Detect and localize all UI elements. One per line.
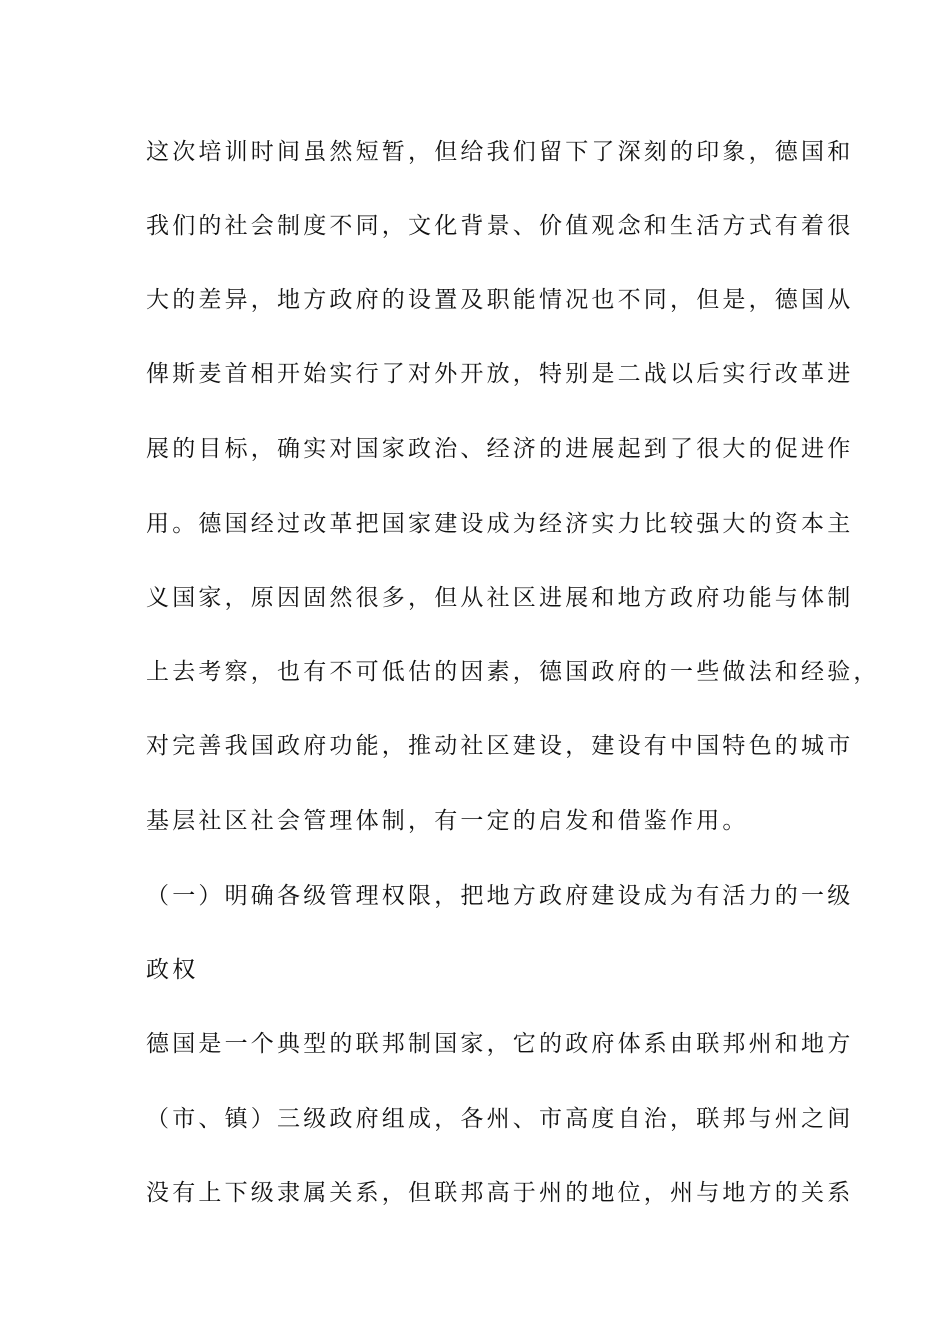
text-line: 俾斯麦首相开始实行了对外开放，特别是二战以后实行改革进 (146, 361, 854, 387)
text-line: 对完善我国政府功能，推动社区建设，建设有中国特色的城市 (146, 733, 854, 759)
text-line: 我们的社会制度不同，文化背景、价值观念和生活方式有着很 (146, 213, 854, 239)
text-line: 用。德国经过改革把国家建设成为经济实力比较强大的资本主 (146, 511, 854, 537)
text-line: 义国家，原因固然很多，但从社区进展和地方政府功能与体制 (146, 585, 854, 611)
text-line: 大的差异，地方政府的设置及职能情况也不同，但是，德国从 (146, 287, 854, 313)
text-line: 基层社区社会管理体制，有一定的启发和借鉴作用。 (146, 808, 749, 834)
section-heading-line: 政权 (146, 957, 199, 983)
text-line: （市、镇）三级政府组成，各州、市高度自治，联邦与州之间 (146, 1106, 854, 1132)
text-line: 德国是一个典型的联邦制国家，它的政府体系由联邦州和地方 (146, 1031, 854, 1057)
text-line: 展的目标，确实对国家政治、经济的进展起到了很大的促进作 (146, 436, 854, 462)
section-heading-line: （一）明确各级管理权限，把地方政府建设成为有活力的一级 (146, 883, 854, 909)
text-line: 上去考察，也有不可低估的因素，德国政府的一些做法和经验， (146, 659, 880, 685)
text-line: 这次培训时间虽然短暂，但给我们留下了深刻的印象，德国和 (146, 139, 854, 165)
text-line: 没有上下级隶属关系，但联邦高于州的地位，州与地方的关系 (146, 1180, 854, 1206)
